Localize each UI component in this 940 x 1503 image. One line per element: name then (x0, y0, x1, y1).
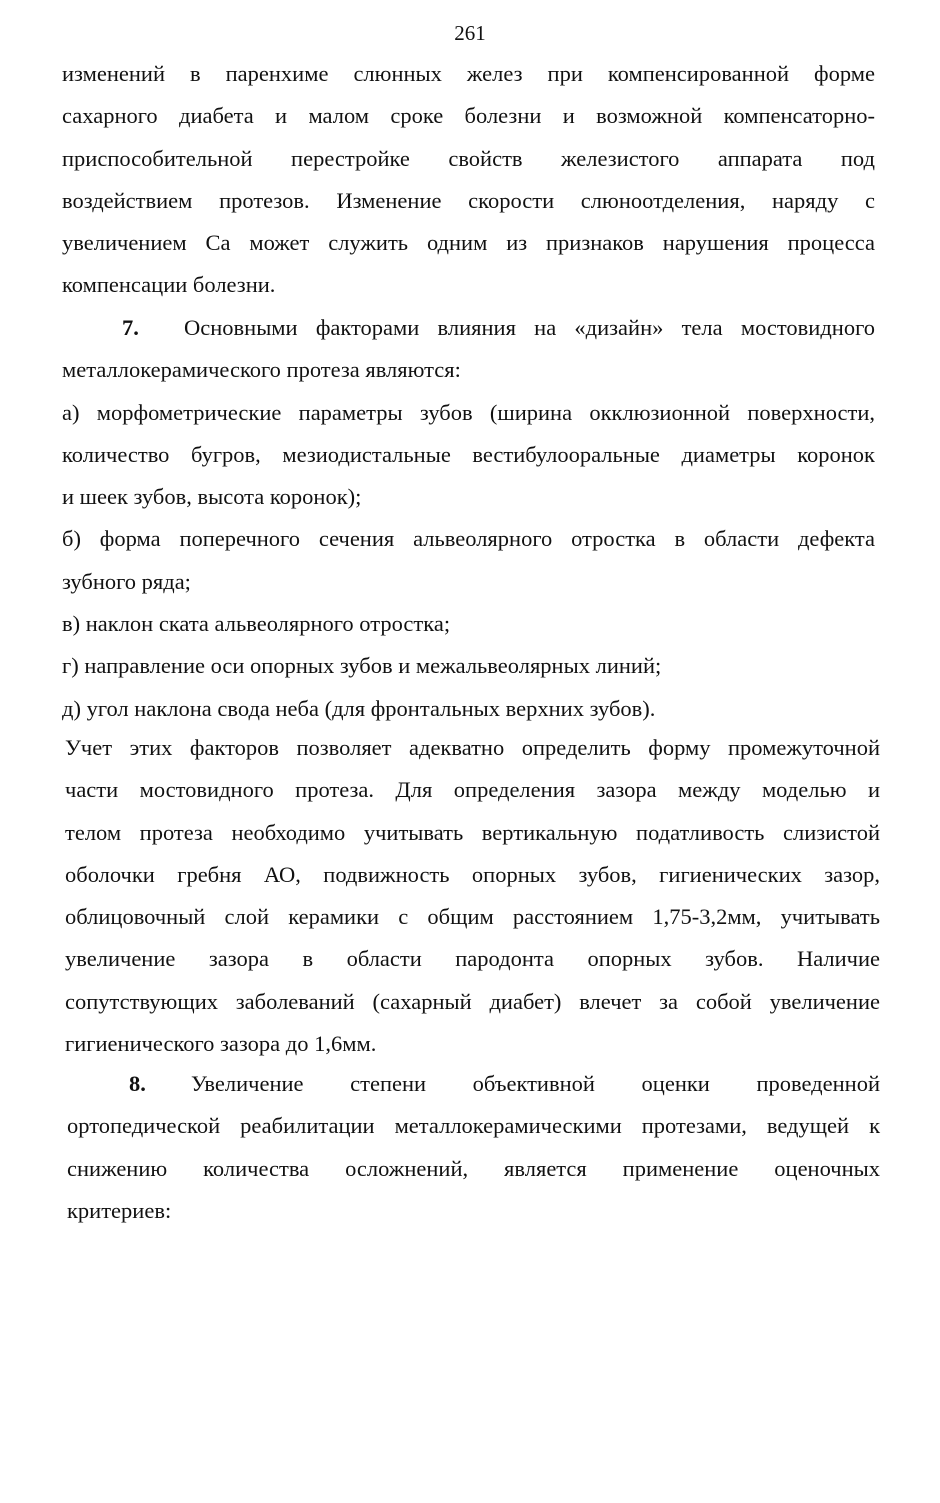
text-line: количество бугров, мезиодистальные вестибулооральные диаметры коронок (62, 441, 875, 467)
text-line: зубного ряда; (62, 568, 191, 594)
section-8-first-line: Увеличение степени объективной оценки проведенной (191, 1071, 880, 1096)
section-8-heading-line (67, 1063, 880, 1105)
text-line: изменений в паренхиме слюнных желез при компенсированной форме (62, 61, 875, 86)
text-line: гигиенического зазора до 1,6мм. (65, 1031, 377, 1057)
section-7-number: 7. (122, 315, 139, 340)
list-item-b: б) форма поперечного сечения альвеолярного отростка в области дефекта (62, 526, 875, 552)
text-line: воздействием протезов. Изменение скорости слюноотделения, наряду с (62, 187, 875, 213)
section-7-heading-line (62, 307, 875, 349)
section-8-number: 8. (129, 1071, 146, 1096)
page-number: 261 (454, 21, 486, 45)
text-line: телом протеза необходимо учитывать вертикальную податливость слизистой (65, 819, 880, 845)
list-item-g: г) направление оси опорных зубов и межальвеолярных линий; (62, 653, 662, 679)
text-line: снижению количества осложнений, является применение оценочных (67, 1155, 880, 1181)
text-line: сопутствующих заболеваний (сахарный диабет) влечет за собой увеличение (65, 988, 880, 1014)
text-line: и шеек зубов, высота коронок); (62, 484, 362, 510)
text-line: металлокерамического протеза являются: (62, 357, 461, 383)
paragraph-factors (65, 727, 880, 1065)
text-line: части мостовидного протеза. Для определения зазора между моделью и (65, 777, 880, 803)
text-line: компенсации болезни. (62, 272, 276, 298)
section-7-first-line: Основными факторами влияния на «дизайн» тела мостовидного (184, 315, 875, 340)
list-item-a: а) морфометрические параметры зубов (ширина окклюзионной поверхности, (62, 399, 875, 425)
text-line: сахарного диабета и малом сроке болезни и возможной компенсаторно- (62, 103, 875, 129)
section-7 (62, 307, 875, 730)
text-line: увеличение зазора в области пародонта опорных зубов. Наличие (65, 946, 880, 972)
text-line: оболочки гребня АО, подвижность опорных зубов, гигиенических зазор, (65, 861, 880, 887)
paragraph-salivary-glands (62, 53, 875, 307)
text-line: ортопедической реабилитации металлокерамическими протезами, ведущей к (67, 1113, 880, 1139)
text-line: критериев: (67, 1197, 172, 1223)
text-line: увеличением Са может служить одним из признаков нарушения процесса (62, 230, 875, 256)
section-8 (67, 1063, 880, 1232)
text-line: облицовочный слой керамики с общим расстоянием 1,75-3,2мм, учитывать (65, 904, 880, 930)
text-line: приспособительной перестройке свойств железистого аппарата под (62, 145, 875, 171)
text-line: Учет этих факторов позволяет адекватно определить форму промежуточной (65, 735, 880, 760)
list-item-d: д) угол наклона свода неба (для фронтальных верхних зубов). (62, 695, 656, 721)
list-item-v: в) наклон ската альвеолярного отростка; (62, 611, 451, 637)
